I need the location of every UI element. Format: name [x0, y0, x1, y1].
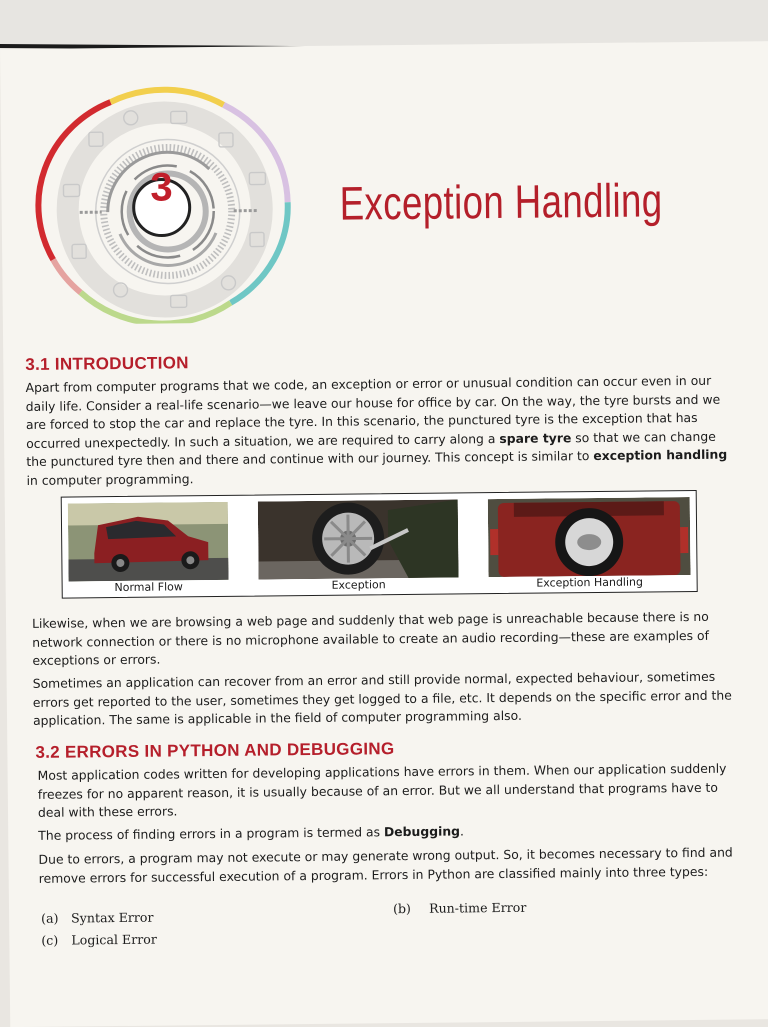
list-label-a: (a) [41, 910, 59, 926]
caption-exception: Exception [331, 578, 386, 592]
intro-text-part3: in computer programming. [26, 471, 194, 488]
list-text-syntax-error: Syntax Error [71, 909, 154, 926]
intro-bold-spare-tyre: spare tyre [499, 430, 572, 446]
intro-paragraph [25, 372, 728, 491]
textbook-page [0, 41, 768, 1027]
debugging-paragraph [38, 820, 736, 846]
caption-exception-handling: Exception Handling [536, 575, 644, 590]
intro-text-part2: so that we can change the punctured tyre then and there and continue with our journey. This concept is similar to [26, 428, 716, 470]
intro-bold-exception-handling: exception handling [593, 446, 728, 464]
photo-normal-flow [68, 502, 229, 582]
error-type-runtime [393, 900, 526, 916]
section-heading-introduction: 3.1 INTRODUCTION [25, 353, 189, 374]
list-label-b: (b) [392, 900, 412, 917]
debugging-bold-term: Debugging [383, 823, 461, 840]
intro-text-part1: Apart from computer programs that we code, an exception or error or unusual condition can occur even in our daily life. Consider a real-life scenario—we leave our house for office by car. On the way, the tyre bursts and we are forced to stop the car and replace the tyre. In this scenario, the punctured tyre is the exception that has occurred unexpectedly. In such a situation, we are required to carry along a [25, 372, 721, 451]
photo-exception-handling [488, 497, 691, 577]
error-type-logical [41, 932, 157, 948]
list-text-logical-error: Logical Error [71, 931, 157, 948]
tyre-change-image [258, 499, 459, 579]
error-types-paragraph: Due to errors, a program may not execute or may generate wrong output. So, it becomes necessary to find and remove errors for successful execution of a program. Errors in Python are classified mainly into three types: [38, 844, 733, 886]
section-heading-errors: 3.2 ERRORS IN PYTHON AND DEBUGGING [35, 739, 395, 762]
photo-exception [258, 499, 459, 579]
browsing-paragraph: Likewise, when we are browsing a web page and suddenly that web page is unreachable because there is no network connection or there is no microphone available to create an audio recording—these are examples of exceptions or errors. [31, 608, 710, 669]
debugging-text: The process of finding errors in a program is termed as [38, 824, 385, 843]
debugging-period: . [459, 823, 465, 839]
chapter-title: Exception Handling [339, 173, 663, 230]
chapter-number: 3 [150, 165, 173, 210]
recovery-paragraph: Sometimes an application can recover from an error and still provide normal, expected behaviour, sometimes errors get reported to the user, sometimes they get logged to a file, etc. It depends on the specific error and the application. The same is applicable in the field of computer programming also. [32, 668, 732, 729]
list-label-c: (c) [41, 932, 59, 948]
spare-tyre-image [488, 497, 691, 577]
caption-normal-flow: Normal Flow [114, 580, 183, 595]
car-driving-image [68, 502, 229, 582]
list-text-runtime-error: Run-time Error [428, 899, 527, 916]
error-type-syntax [41, 910, 154, 926]
errors-paragraph: Most application codes written for developing applications have errors in them. When our application suddenly freezes for no apparent reason, it is usually because of an error. But we all understand that programs have to deal with these errors. [37, 760, 727, 821]
illustration-strip [61, 490, 698, 599]
scan-background [0, 0, 768, 46]
